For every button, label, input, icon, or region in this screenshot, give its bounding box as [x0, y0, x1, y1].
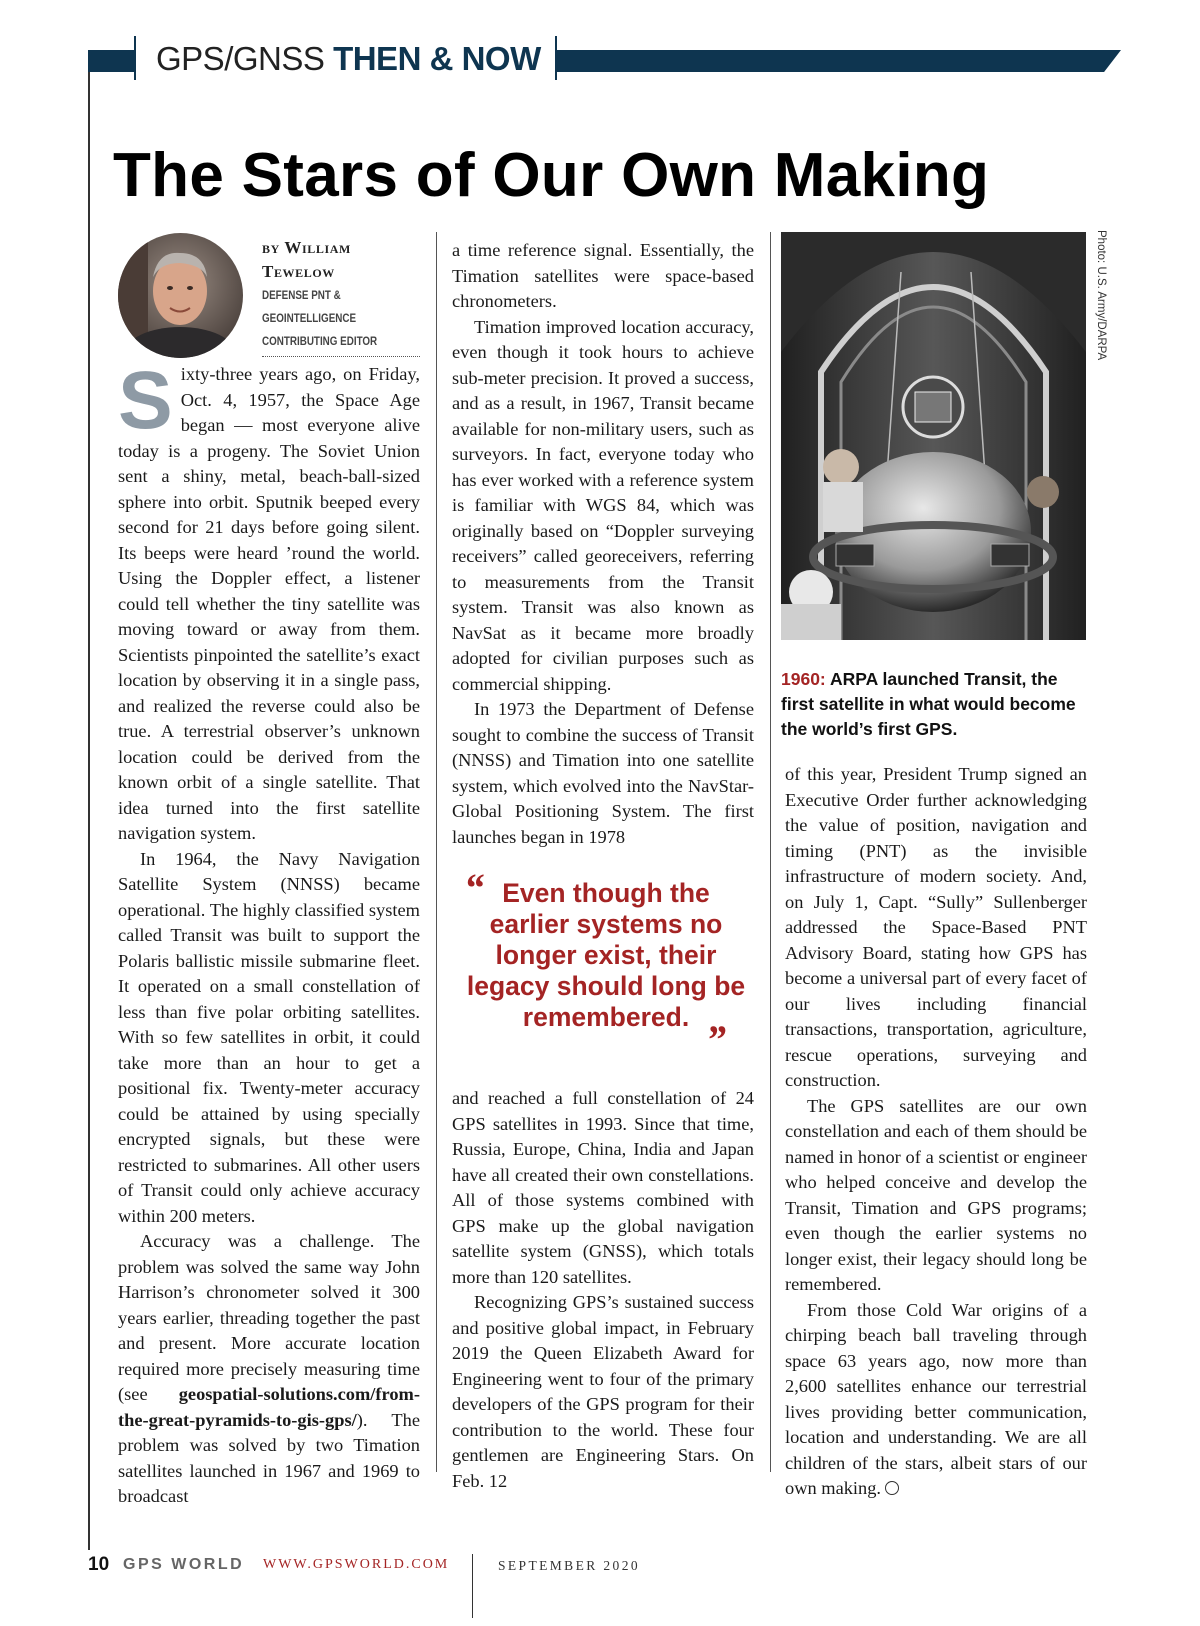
footer-divider	[472, 1554, 473, 1618]
paragraph: a time reference signal. Essentially, the Timation satellites were space-based chronometers.	[452, 240, 754, 311]
pull-quote	[462, 865, 750, 1062]
reference-link[interactable]: geospatial-solutions.com/from-the-great-pyramids-to-gis-gps/	[118, 1384, 420, 1430]
paragraph-text: Accuracy was a challenge. The problem was solved the same way John Harrison’s chronometer solved it 300 years earlier, threading together the past and present. More accurate location required more precisely measuring time (see	[118, 1231, 420, 1404]
author-photo	[118, 233, 243, 358]
open-quote-icon: “	[464, 865, 484, 910]
paragraph: and reached a full constellation of 24 GPS satellites in 1993. Since that time, Russia, Europe, China, India and Japan have all created their own constellations. All of those systems combined with GPS make up the global navigation satellite system (GNSS), which totals more than 120 satellites.	[452, 1088, 754, 1287]
author-role-line: DEFENSE PNT &	[262, 288, 341, 302]
photo-credit: Photo: U.S. Army/DARPA	[1095, 230, 1107, 361]
header-band-left	[88, 50, 134, 72]
author-role-line: CONTRIBUTING EDITOR	[262, 334, 378, 348]
text-column-2-top	[452, 238, 754, 850]
paragraph	[785, 1298, 1087, 1502]
text-column-3	[785, 762, 1087, 1502]
byline	[262, 236, 420, 353]
caption-text: ARPA launched Transit, the first satellite in what would become the world’s first GPS.	[781, 669, 1076, 739]
page-margin-rule	[88, 72, 90, 1550]
section-label	[156, 40, 541, 78]
issue-date: SEPTEMBER 2020	[498, 1558, 640, 1573]
header-band-right	[557, 50, 1121, 72]
pull-quote-text: Even though the earlier systems no longer exist, their legacy should long be remembered.	[466, 878, 746, 1032]
magazine-name: GPS WORLD	[123, 1556, 245, 1573]
transit-satellite-photo	[781, 232, 1086, 640]
header-divider-right	[555, 36, 557, 80]
column-rule	[770, 232, 771, 1472]
end-mark-icon	[885, 1481, 899, 1495]
paragraph: In 1973 the Department of Defense sought to combine the success of Transit (NNSS) and Timation into one satellite system, which evolved into the NavStar-Global Positioning System. The first launches began in 1978	[452, 699, 754, 847]
paragraph: Timation improved location accuracy, even though it took hours to achieve sub-meter precision. It proved a success, and as a result, in 1967, Transit became available for non-military users, such as surveyors. In fact, everyone today who has ever worked with a reference system is familiar with WGS 84, which was originally based on “Doppler surveying receivers” called georeceivers, referring to measurements from the Transit system. Transit was also known as NavSat as it became more broadly adopted for civilian purposes such as commercial shipping.	[452, 316, 754, 694]
column-rule	[436, 232, 437, 1472]
paragraph: The GPS satellites are our own constellation and each of them should be named in honor of a scientist or engineer who helped conceive and develop the Transit, Timation and GPS programs; even though the earlier systems no longer exist, their legacy should long be remembered.	[785, 1095, 1087, 1294]
photo-caption	[781, 667, 1086, 742]
page-footer	[88, 1552, 988, 1586]
text-column-2-bottom	[452, 1086, 754, 1494]
section-highlight: THEN & NOW	[333, 40, 541, 77]
close-quote-icon: ”	[706, 1017, 726, 1062]
paragraph: of this year, President Trump signed an Executive Order further acknowledging the value of position, navigation and timing (PNT) as the invisible infrastructure of modern society. And, on July 1, Capt. “Sully” Sullenberger addressed the Space-Based PNT Advisory Board, stating how GPS has become a universal part of every facet of our lives including financial transactions, transportation, agriculture, rescue operations, surveying and construction.	[785, 764, 1087, 1090]
section-prefix: GPS/GNSS	[156, 40, 325, 77]
paragraph: In 1964, the Navy Navigation Satellite System (NNSS) became operational. The highly classified system called Transit was built to support the Polaris ballistic missile submarine fleet. It operated on a small constellation of less than five polar orbiting satellites. With so few satellites in orbit, it could take more than an hour to get a positional fix. Twenty-meter accuracy could be attained by using specially encrypted signals, but these were restricted to submarines. All other users of Transit could only achieve accuracy within 200 meters.	[118, 848, 420, 1226]
drop-cap: S	[118, 355, 173, 446]
paragraph	[118, 355, 420, 847]
author-role-line: GEOINTELLIGENCE	[262, 311, 357, 325]
byline-divider	[262, 356, 420, 357]
paragraph	[118, 1229, 420, 1510]
header-divider-left	[134, 36, 136, 80]
article-title: The Stars of Our Own Making	[113, 141, 990, 210]
magazine-url[interactable]: WWW.GPSWORLD.COM	[263, 1557, 450, 1572]
author-name: by William Tewelow	[262, 238, 351, 281]
page-number: 10	[88, 1554, 110, 1575]
paragraph: Recognizing GPS’s sustained success and positive global impact, in February 2019 the Queen Elizabeth Award for Engineering went to four of the primary developers of the GPS program for their contribution to the world. These four gentlemen are Engineering Stars. On Feb. 12	[452, 1292, 754, 1491]
paragraph-text: ). The problem was solved by two Timation satellites launched in 1967 and 1969 to broadcast	[118, 1409, 420, 1506]
text-column-1	[118, 355, 420, 1510]
paragraph-text: ixty-three years ago, on Friday, Oct. 4, 1957, the Space Age began — most everyone alive today is a progeny. The Soviet Union sent a shiny, metal, beach-ball-sized sphere into orbit. Sputnik beeped every second for 21 days before going silent. Its beeps were heard ’round the world. Using the Doppler effect, a listener could tell whether the tiny satellite was moving toward or away from them. Scientists pinpointed the satellite’s exact location by observing it in a single pass, and realized the reverse could also be true. A terrestrial observer’s unknown location could be derived from the known orbit of a single satellite. That idea turned into the first satellite navigation system.	[118, 364, 420, 843]
caption-year: 1960:	[781, 669, 826, 689]
paragraph-text: From those Cold War origins of a chirping beach ball traveling through space 63 years ago, now more than 2,600 satellites enhance our terrestrial lives providing better communication, location and understanding. We are all children of the stars, albeit stars of our own making.	[785, 1299, 1087, 1498]
